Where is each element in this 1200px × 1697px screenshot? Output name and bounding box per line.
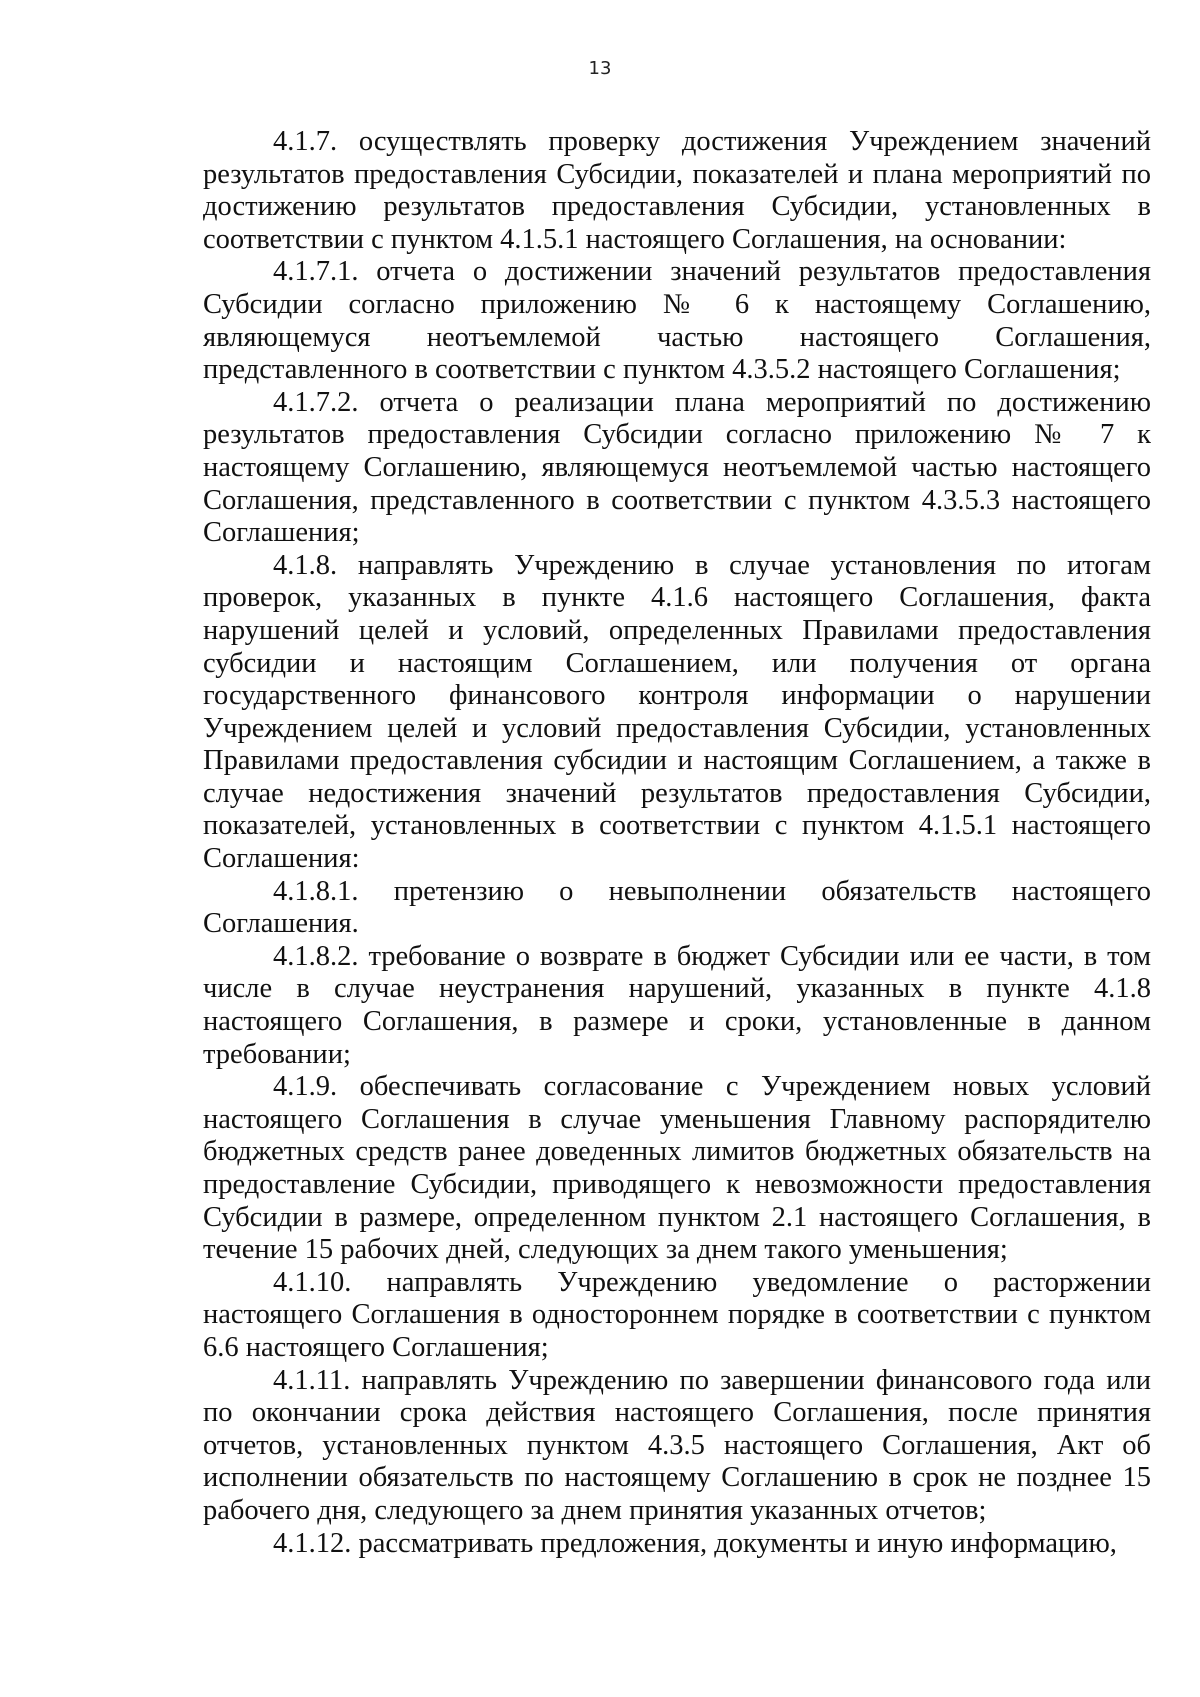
paragraph-4-1-9: 4.1.9. обеспечивать согласование с Учреждением новых условий настоящего Соглашения в случае уменьшения Главному распорядителю бюджетных средств ранее доведенных лимитов бюджетных обязательств на предоставление Субсидии, приводящего к невозможности предоставления Субсидии в размере, определенном пунктом 2.1 настоящего Соглашения, в течение 15 рабочих дней, следующих за днем такого уменьшения; xyxy=(203,1071,1151,1266)
document-body xyxy=(203,126,1151,1560)
paragraph-4-1-11: 4.1.11. направлять Учреждению по завершении финансового года или по окончании срока действия настоящего Соглашения, после принятия отчетов, установленных пунктом 4.3.5 настоящего Соглашения, Акт об исполнении обязательств по настоящему Соглашению в срок не позднее 15 рабочего дня, следующего за днем принятия указанных отчетов; xyxy=(203,1364,1151,1526)
paragraph-4-1-7-1: 4.1.7.1. отчета о достижении значений результатов предоставления Субсидии согласно приложению № 6 к настоящему Соглашению, являющемуся неотъемлемой частью настоящего Соглашения, представленного в соответствии с пунктом 4.3.5.2 настоящего Соглашения; xyxy=(203,256,1151,386)
paragraph-4-1-12: 4.1.12. рассматривать предложения, документы и иную информацию, xyxy=(273,1527,1117,1559)
paragraph-4-1-7-2: 4.1.7.2. отчета о реализации плана мероприятий по достижению результатов предоставления Субсидии согласно приложению № 7 к настоящему Соглашению, являющемуся неотъемлемой частью настоящего Соглашения, представленного в соответствии с пунктом 4.3.5.3 настоящего Соглашения; xyxy=(203,386,1151,549)
page-number: 13 xyxy=(588,58,612,79)
paragraph-4-1-8: 4.1.8. направлять Учреждению в случае установления по итогам проверок, указанных в пункте 4.1.6 настоящего Соглашения, факта нарушений целей и условий, определенных Правилами предоставления субсидии и настоящим Соглашением, или получения от органа государственного финансового контроля информации о нарушении Учреждением целей и условий предоставления Субсидии, установленных Правилами предоставления субсидии и настоящим Соглашением, а также в случае недостижения значений результатов предоставления Субсидии, показателей, установленных в соответствии с пунктом 4.1.5.1 настоящего Соглашения: xyxy=(203,549,1151,875)
paragraph-4-1-8-2: 4.1.8.2. требование о возврате в бюджет Субсидии или ее части, в том числе в случае неустранения нарушений, указанных в пункте 4.1.8 настоящего Соглашения, в размере и сроки, установленные в данном требовании; xyxy=(203,940,1151,1070)
paragraph-4-1-7: 4.1.7. осуществлять проверку достижения Учреждением значений результатов предоставления Субсидии, показателей и плана мероприятий по достижению результатов предоставления Субсидии, установленных в соответствии с пунктом 4.1.5.1 настоящего Соглашения, на основании: xyxy=(203,126,1151,255)
paragraph-4-1-8-1: 4.1.8.1. претензию о невыполнении обязательств настоящего Соглашения. xyxy=(203,875,1151,940)
paragraph-4-1-10: 4.1.10. направлять Учреждению уведомление о расторжении настоящего Соглашения в одностороннем порядке в соответствии с пунктом 6.6 настоящего Соглашения; xyxy=(203,1266,1151,1363)
